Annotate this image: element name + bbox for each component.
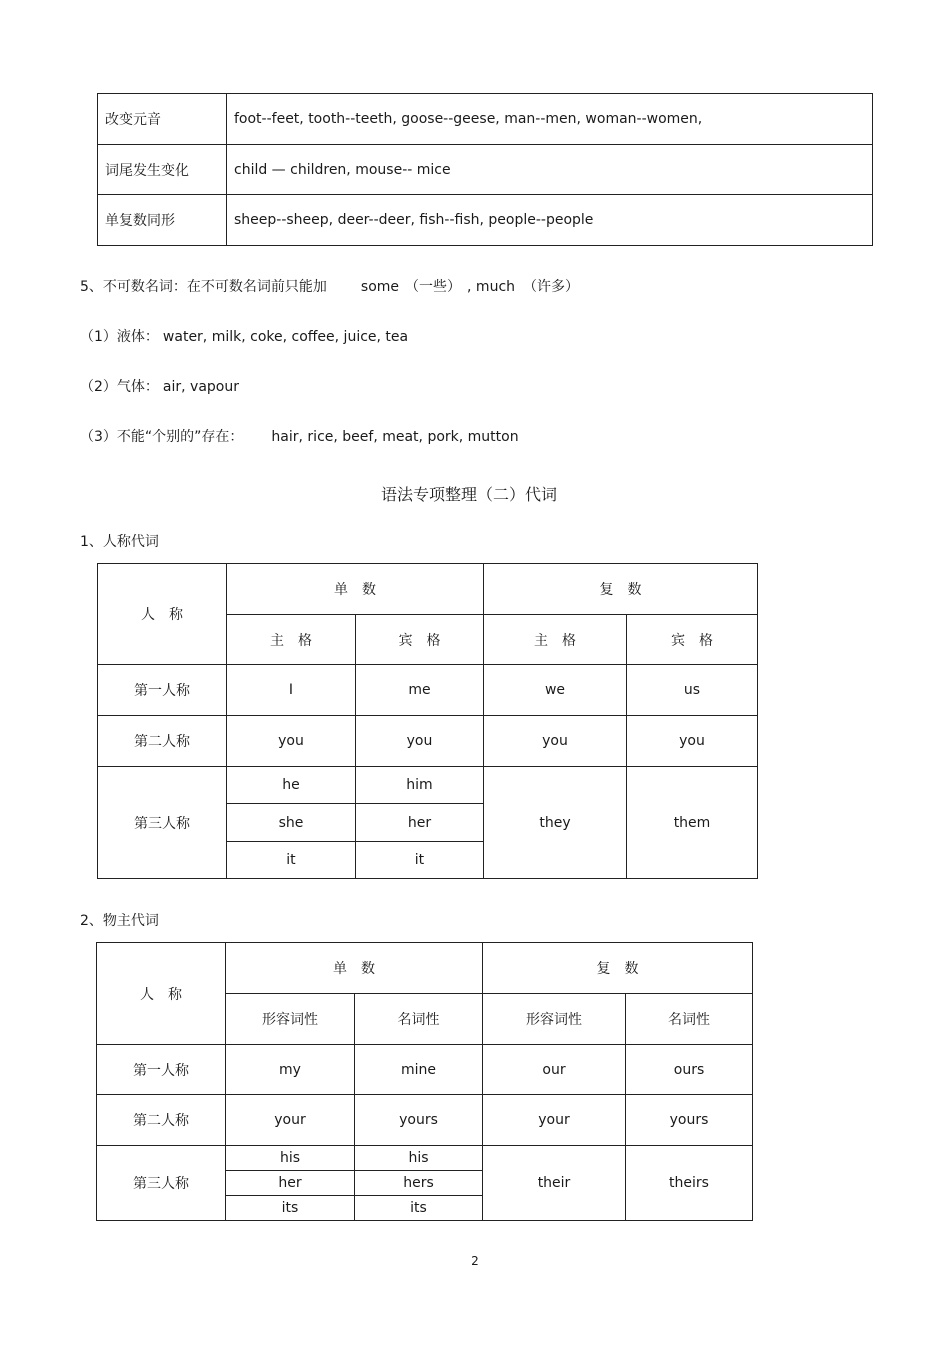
noun-plural-table [97, 93, 873, 246]
possessive-pronoun-table [96, 942, 753, 1221]
item-label: （1）液体： [80, 329, 159, 345]
possessive-pronoun-heading: 2、物主代词 [80, 913, 159, 929]
table-row [98, 767, 758, 804]
uncountable-item [80, 376, 239, 396]
singular-header: 单 数 [227, 564, 484, 615]
table-row [98, 716, 758, 767]
intro-meaning-much: （许多） [523, 279, 580, 295]
uncountable-item [80, 326, 408, 346]
adjective-header: 形容词性 [226, 994, 355, 1045]
object-case-header: 宾 格 [356, 615, 484, 665]
personal-pronoun-table [97, 563, 758, 879]
singular-header: 单 数 [226, 943, 483, 994]
table-cell: me [356, 665, 484, 716]
table-cell: it [356, 842, 484, 879]
rule-examples: sheep--sheep, deer--deer, fish--fish, people--people [227, 195, 873, 246]
table-cell: her [356, 804, 484, 842]
uncountable-item [80, 426, 519, 446]
table-cell: yours [355, 1095, 483, 1146]
table-cell: ours [626, 1045, 753, 1095]
table-row [97, 1045, 753, 1095]
rule-label: 改变元音 [98, 94, 227, 145]
table-cell: their [483, 1146, 626, 1221]
table-cell: his [226, 1146, 355, 1171]
table-cell: theirs [626, 1146, 753, 1221]
intro-meaning-some: （一些） [405, 279, 462, 295]
table-cell: us [627, 665, 758, 716]
table-cell: she [227, 804, 356, 842]
table-row [98, 195, 873, 246]
table-cell: you [356, 716, 484, 767]
table-cell: mine [355, 1045, 483, 1095]
item-label: （3）不能“个别的”存在： [80, 429, 244, 445]
row-label: 第二人称 [98, 716, 227, 767]
intro-some: some [360, 279, 400, 295]
table-cell: you [484, 716, 627, 767]
row-label: 第一人称 [97, 1045, 226, 1095]
table-cell: my [226, 1045, 355, 1095]
table-cell: it [227, 842, 356, 879]
person-header: 人 称 [97, 943, 226, 1045]
adjective-header: 形容词性 [483, 994, 626, 1045]
rule-label: 词尾发生变化 [98, 145, 227, 195]
row-label: 第二人称 [97, 1095, 226, 1146]
table-cell: them [627, 767, 758, 879]
table-cell: yours [626, 1095, 753, 1146]
table-cell: they [484, 767, 627, 879]
noun-header: 名词性 [355, 994, 483, 1045]
intro-much: , much [467, 279, 516, 295]
table-cell: his [355, 1146, 483, 1171]
row-label: 第三人称 [98, 767, 227, 879]
uncountable-intro [80, 276, 579, 296]
table-row [97, 943, 753, 994]
page-number: 2 [471, 1254, 479, 1268]
rule-examples: foot--feet, tooth--teeth, goose--geese, man--men, woman--women, [227, 94, 873, 145]
table-cell: he [227, 767, 356, 804]
table-cell: you [627, 716, 758, 767]
table-cell: our [483, 1045, 626, 1095]
table-row [97, 1095, 753, 1146]
item-words: hair, rice, beef, meat, pork, mutton [271, 429, 519, 445]
table-cell: its [355, 1196, 483, 1221]
item-label: （2）气体： [80, 379, 159, 395]
table-row [98, 145, 873, 195]
table-cell: him [356, 767, 484, 804]
table-cell: I [227, 665, 356, 716]
rule-label: 单复数同形 [98, 195, 227, 246]
table-cell: your [226, 1095, 355, 1146]
row-label: 第三人称 [97, 1146, 226, 1221]
person-header: 人 称 [98, 564, 227, 665]
subject-case-header: 主 格 [484, 615, 627, 665]
table-cell: we [484, 665, 627, 716]
plural-header: 复 数 [483, 943, 753, 994]
plural-header: 复 数 [484, 564, 758, 615]
section-title: 语法专项整理（二）代词 [380, 485, 557, 504]
object-case-header: 宾 格 [627, 615, 758, 665]
table-cell: your [483, 1095, 626, 1146]
table-row [98, 94, 873, 145]
intro-text: 5、不可数名词：在不可数名词前只能加 [80, 279, 327, 295]
personal-pronoun-heading: 1、人称代词 [80, 534, 159, 550]
table-row [98, 665, 758, 716]
row-label: 第一人称 [98, 665, 227, 716]
table-cell: her [226, 1171, 355, 1196]
subject-case-header: 主 格 [227, 615, 356, 665]
table-cell: hers [355, 1171, 483, 1196]
noun-header: 名词性 [626, 994, 753, 1045]
table-row [97, 1146, 753, 1171]
item-words: air, vapour [162, 379, 239, 395]
rule-examples: child — children, mouse-- mice [227, 145, 873, 195]
table-row [98, 564, 758, 615]
item-words: water, milk, coke, coffee, juice, tea [162, 329, 409, 345]
table-cell: its [226, 1196, 355, 1221]
table-cell: you [227, 716, 356, 767]
